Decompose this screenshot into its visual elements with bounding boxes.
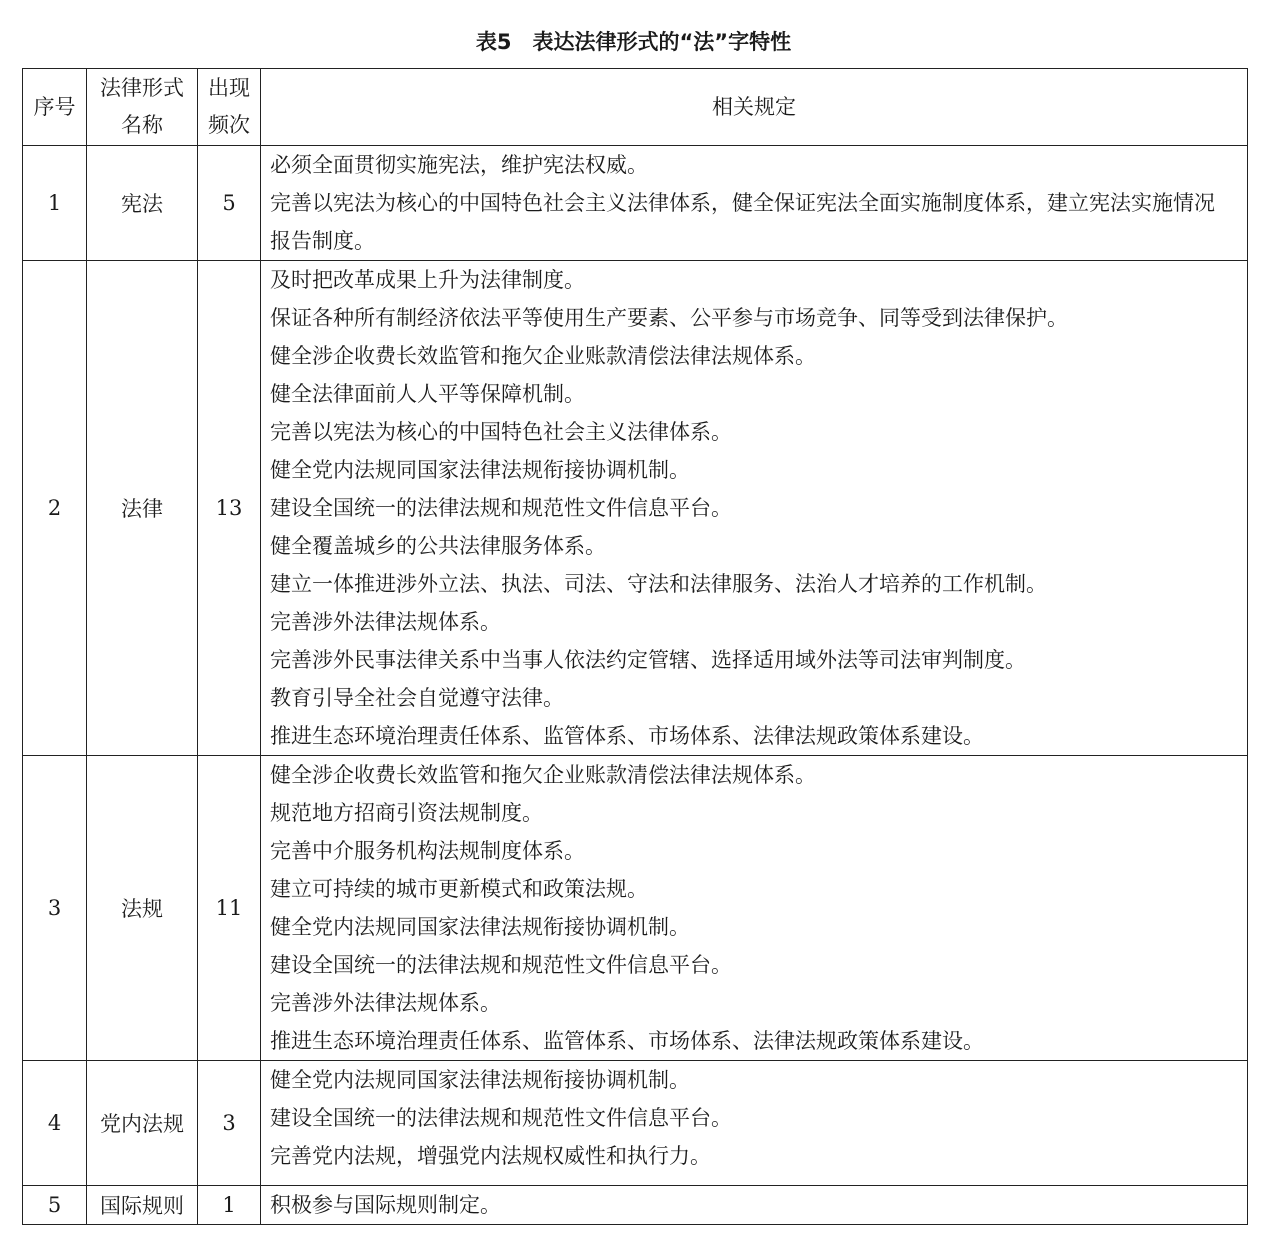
rule-item: 健全涉企收费长效监管和拖欠企业账款清偿法律法规体系。 [270, 344, 816, 368]
row-name: 国际规则 [87, 1186, 198, 1225]
rule-item: 建立可持续的城市更新模式和政策法规。 [270, 877, 648, 901]
table-row [23, 1061, 1248, 1186]
rule-item: 完善涉外民事法律关系中当事人依法约定管辖、选择适用域外法等司法审判制度。 [270, 648, 1026, 672]
row-index: 3 [23, 756, 87, 1061]
table-title: 表5 表达法律形式的“法”字特性 [475, 30, 792, 54]
table-row [23, 1186, 1248, 1225]
row-index: 5 [23, 1186, 87, 1225]
row-frequency: 3 [198, 1061, 261, 1186]
rule-item: 健全法律面前人人平等保障机制。 [270, 382, 585, 406]
rule-item: 教育引导全社会自觉遵守法律。 [270, 686, 564, 710]
row-rules [261, 146, 1248, 261]
header-frequency-line1: 出现 [208, 76, 250, 100]
table-row [23, 261, 1248, 756]
row-name: 法规 [87, 756, 198, 1061]
header-name [87, 69, 198, 146]
rule-item: 保证各种所有制经济依法平等使用生产要素、公平参与市场竞争、同等受到法律保护。 [270, 306, 1068, 330]
header-frequency [198, 69, 261, 146]
row-frequency: 11 [198, 756, 261, 1061]
rule-item: 推进生态环境治理责任体系、监管体系、市场体系、法律法规政策体系建设。 [270, 724, 984, 748]
table-row [23, 146, 1248, 261]
row-rules [261, 1186, 1248, 1225]
row-name: 党内法规 [87, 1061, 198, 1186]
rule-item: 建设全国统一的法律法规和规范性文件信息平台。 [270, 496, 732, 520]
rule-item: 完善涉外法律法规体系。 [270, 610, 501, 634]
row-index: 4 [23, 1061, 87, 1186]
rule-item: 建设全国统一的法律法规和规范性文件信息平台。 [270, 1106, 732, 1130]
rule-item: 积极参与国际规则制定。 [270, 1193, 501, 1217]
header-index: 序号 [23, 69, 87, 146]
rule-item: 建设全国统一的法律法规和规范性文件信息平台。 [270, 953, 732, 977]
header-rules: 相关规定 [261, 69, 1248, 146]
rule-item: 健全涉企收费长效监管和拖欠企业账款清偿法律法规体系。 [270, 763, 816, 787]
rule-item: 完善中介服务机构法规制度体系。 [270, 839, 585, 863]
rule-item: 建立一体推进涉外立法、执法、司法、守法和法律服务、法治人才培养的工作机制。 [270, 572, 1047, 596]
row-frequency: 1 [198, 1186, 261, 1225]
rule-item: 健全党内法规同国家法律法规衔接协调机制。 [270, 1068, 690, 1092]
rule-item: 健全党内法规同国家法律法规衔接协调机制。 [270, 458, 690, 482]
row-index: 1 [23, 146, 87, 261]
rule-item: 健全覆盖城乡的公共法律服务体系。 [270, 534, 606, 558]
row-frequency: 13 [198, 261, 261, 756]
rule-item: 完善涉外法律法规体系。 [270, 991, 501, 1015]
rule-item: 完善党内法规，增强党内法规权威性和执行力。 [270, 1144, 711, 1168]
row-rules [261, 261, 1248, 756]
row-name: 宪法 [87, 146, 198, 261]
table-row [23, 756, 1248, 1061]
row-index: 2 [23, 261, 87, 756]
header-name-line2: 名称 [121, 113, 163, 137]
legal-forms-table [22, 68, 1248, 1225]
rule-item: 及时把改革成果上升为法律制度。 [270, 268, 585, 292]
header-name-line1: 法律形式 [100, 76, 184, 100]
rule-item: 完善以宪法为核心的中国特色社会主义法律体系。 [270, 420, 732, 444]
rule-item: 完善以宪法为核心的中国特色社会主义法律体系，健全保证宪法全面实施制度体系，建立宪法实施情况报告制度。 [270, 191, 1215, 253]
row-rules [261, 1061, 1248, 1186]
row-name: 法律 [87, 261, 198, 756]
rule-item: 必须全面贯彻实施宪法，维护宪法权威。 [270, 153, 648, 177]
header-row [23, 69, 1248, 146]
rule-item: 规范地方招商引资法规制度。 [270, 801, 543, 825]
row-rules [261, 756, 1248, 1061]
header-frequency-line2: 频次 [208, 113, 250, 137]
rule-item: 推进生态环境治理责任体系、监管体系、市场体系、法律法规政策体系建设。 [270, 1029, 984, 1053]
row-frequency: 5 [198, 146, 261, 261]
rule-item: 健全党内法规同国家法律法规衔接协调机制。 [270, 915, 690, 939]
